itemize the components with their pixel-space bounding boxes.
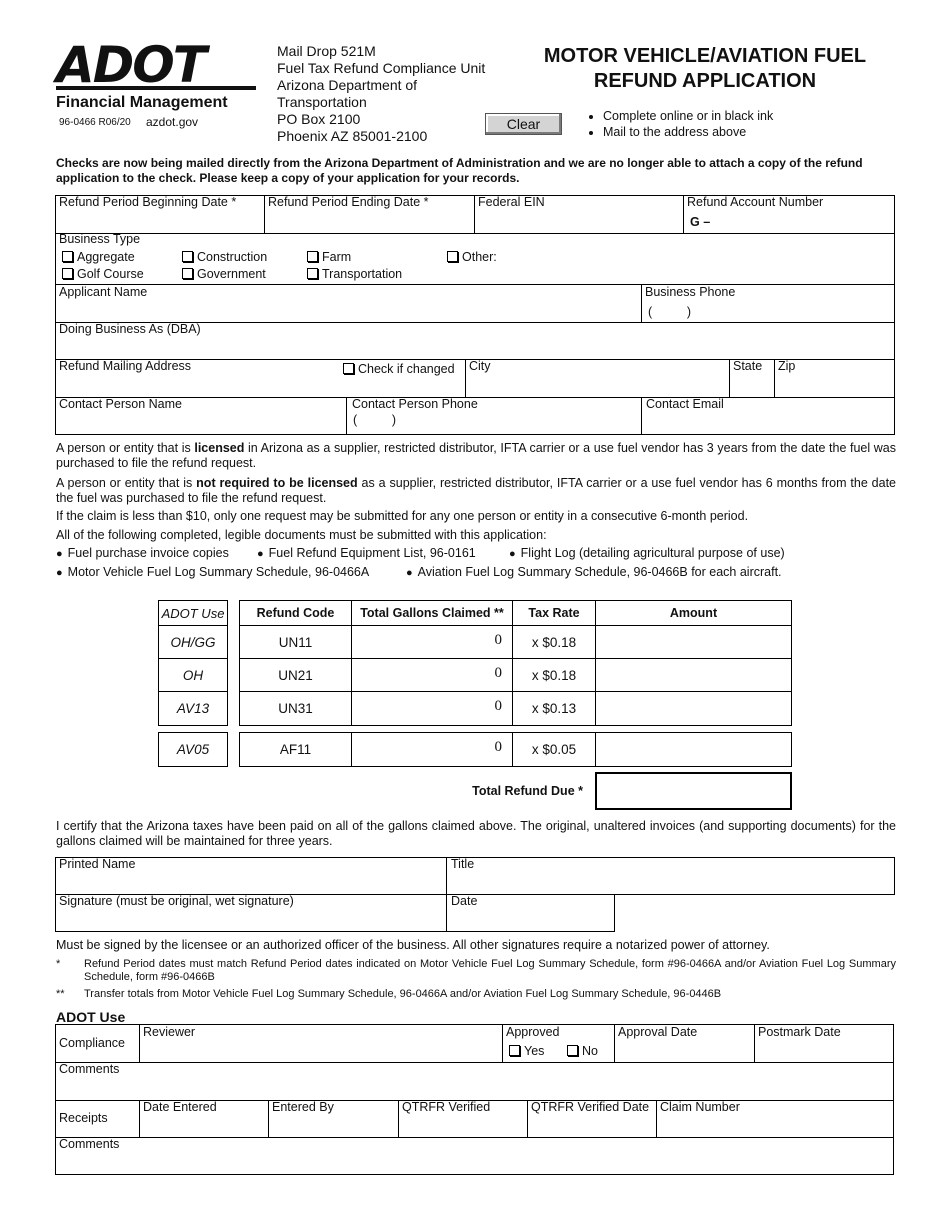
date-field[interactable]: Date (451, 894, 478, 908)
signature-field[interactable]: Signature (must be original, wet signature) (59, 894, 294, 908)
instruction-item: • Mail to the address above (603, 124, 773, 140)
title-line-2: REFUND APPLICATION (593, 70, 817, 92)
address-line: Fuel Tax Refund Compliance Unit (277, 60, 486, 76)
contact-phone-field[interactable]: Contact Person Phone (352, 397, 478, 411)
qtrfr-verified-date-field[interactable]: QTRFR Verified Date (531, 1100, 650, 1114)
city-field[interactable]: City (469, 359, 491, 373)
contact-phone-paren: ( ) (353, 413, 397, 427)
row-tax-rate: x $0.18 (512, 658, 596, 692)
compliance-comments-field[interactable]: Comments (59, 1062, 120, 1076)
amount-field[interactable] (595, 658, 792, 692)
checkbox-other[interactable]: Other: (447, 250, 497, 264)
row-refund-code: UN11 (239, 625, 352, 659)
checkbox-transportation[interactable]: Transportation (307, 267, 402, 281)
row-adot-use: AV13 (158, 691, 228, 726)
date-entered-field[interactable]: Date Entered (143, 1100, 217, 1114)
unlicensed-paragraph: A person or entity that is not required to be licensed as a supplier, restricted distributor, IFTA carrier or a use fuel vendor has 6 months from the date the fuel was purchased to file the refund request. (56, 476, 897, 505)
doc-item: ● Aviation Fuel Log Summary Schedule, 96-0466B for each aircraft. (406, 565, 782, 579)
form-number: 96-0466 R06/20 (59, 117, 131, 128)
contact-name-field[interactable]: Contact Person Name (59, 397, 182, 411)
row-adot-use: AV05 (158, 732, 228, 767)
reviewer-field[interactable]: Reviewer (143, 1025, 196, 1039)
small-claim-paragraph: If the claim is less than $10, only one request may be submitted for any one person or entity in a consecutive 6-month period. (56, 509, 749, 523)
row-refund-code: AF11 (239, 732, 352, 767)
qtrfr-verified-field[interactable]: QTRFR Verified (402, 1100, 491, 1114)
receipts-label: Receipts (59, 1111, 108, 1125)
printed-name-field[interactable]: Printed Name (59, 857, 136, 871)
documents-paragraph: All of the following completed, legible documents must be submitted with this application: (56, 528, 547, 542)
row-refund-code: UN21 (239, 658, 352, 692)
checkbox-aggregate[interactable]: Aggregate (62, 250, 135, 264)
receipts-comments-field[interactable]: Comments (59, 1137, 120, 1151)
business-type-label: Business Type (59, 232, 141, 246)
total-refund-label: Total Refund Due * (472, 784, 583, 798)
period-begin-field[interactable]: Refund Period Beginning Date * (59, 195, 237, 209)
instruction-list (585, 108, 773, 140)
address-line: Phoenix AZ 85001-2100 (277, 128, 428, 144)
row-tax-rate: x $0.13 (512, 691, 596, 726)
postmark-date-field[interactable]: Postmark Date (758, 1025, 841, 1039)
doc-item: ● Fuel purchase invoice copies (56, 546, 229, 560)
applicant-name-field[interactable]: Applicant Name (59, 285, 148, 299)
doc-item: ● Flight Log (detailing agricultural purpose of use) (509, 546, 785, 560)
row-tax-rate: x $0.05 (512, 732, 596, 767)
logo-wordmark: ADOT (56, 36, 205, 94)
footnote-1: * Refund Period dates must match Refund Period dates indicated on Motor Vehicle Fuel Log Summary Schedule, form #96-0466A and/or Aviation Fuel Log Summary Schedule, form #96-0466B (56, 958, 896, 983)
gallons-input[interactable]: 0 (351, 691, 513, 726)
checkbox-no[interactable]: No (567, 1044, 598, 1058)
adot-use-heading: ADOT Use (56, 1009, 126, 1025)
address-line: Arizona Department of (277, 77, 418, 93)
row-adot-use: OH (158, 658, 228, 692)
refund-account-prefix: G – (690, 215, 711, 229)
mailing-address-field[interactable]: Refund Mailing Address (59, 359, 192, 373)
compliance-label: Compliance (59, 1036, 126, 1050)
checkbox-address-changed[interactable]: Check if changed (343, 362, 455, 376)
doc-item: ● Motor Vehicle Fuel Log Summary Schedule, 96-0466A (56, 565, 369, 579)
checkbox-farm[interactable]: Farm (307, 250, 351, 264)
business-phone-paren: ( ) (648, 305, 692, 319)
claim-number-field[interactable]: Claim Number (660, 1100, 740, 1114)
gallons-input[interactable]: 0 (351, 732, 513, 767)
zip-field[interactable]: Zip (778, 359, 796, 373)
row-tax-rate: x $0.18 (512, 625, 596, 659)
period-end-field[interactable]: Refund Period Ending Date * (268, 195, 429, 209)
instruction-item: • Complete online or in black ink (603, 108, 773, 124)
notice: Checks are now being mailed directly from the Arizona Department of Administration and we are no longer able to attach a copy of the refund application to the check. Please keep a copy of your application for your records. (56, 156, 863, 185)
title-line-1: MOTOR VEHICLE/AVIATION FUEL (543, 45, 867, 67)
address-line: Mail Drop 521M (277, 43, 376, 59)
header-adot-use: ADOT Use (158, 600, 228, 626)
amount-field[interactable] (595, 625, 792, 659)
signature-block (55, 857, 895, 895)
clear-button[interactable]: Clear (485, 113, 562, 135)
header-amount: Amount (595, 600, 792, 626)
gallons-input[interactable]: 0 (351, 625, 513, 659)
adot-logo (56, 36, 261, 112)
address-line: Transportation (277, 94, 367, 110)
mailing-address-block (277, 43, 485, 145)
dba-field[interactable]: Doing Business As (DBA) (59, 322, 201, 336)
approved-label: Approved (506, 1025, 560, 1039)
checkbox-government[interactable]: Government (182, 267, 266, 281)
row-refund-code: UN31 (239, 691, 352, 726)
checkbox-construction[interactable]: Construction (182, 250, 267, 264)
approval-date-field[interactable]: Approval Date (618, 1025, 698, 1039)
checkbox-yes[interactable]: Yes (509, 1044, 544, 1058)
licensed-paragraph: A person or entity that is licensed in Arizona as a supplier, restricted distributor, IFTA carrier or a use fuel vendor has 3 years from the date the fuel was purchased to file the refund request. (56, 441, 896, 470)
header-tax-rate: Tax Rate (512, 600, 596, 626)
entered-by-field[interactable]: Entered By (272, 1100, 334, 1114)
certify-paragraph: I certify that the Arizona taxes have been paid on all of the gallons claimed above. The original, unaltered invoices (and supporting documents) for the gallons claimed will be maintained for three years. (56, 819, 896, 848)
refund-account-field[interactable]: Refund Account Number (687, 195, 824, 209)
business-phone-field[interactable]: Business Phone (645, 285, 736, 299)
contact-email-field[interactable]: Contact Email (646, 397, 724, 411)
state-field[interactable]: State (733, 359, 763, 373)
header-refund-code: Refund Code (239, 600, 352, 626)
logo-subtitle: Financial Management (56, 94, 228, 111)
amount-field[interactable] (595, 732, 792, 767)
footnote-2: ** Transfer totals from Motor Vehicle Fuel Log Summary Schedule, 96-0466A and/or Aviation Fuel Log Summary Schedule, 96-0446B (56, 988, 722, 1000)
header-total-gallons: Total Gallons Claimed ** (351, 600, 513, 626)
gallons-input[interactable]: 0 (351, 658, 513, 692)
total-refund-field[interactable] (595, 772, 792, 810)
form-title (510, 44, 900, 94)
doc-item: ● Fuel Refund Equipment List, 96-0161 (257, 546, 476, 560)
title-field[interactable]: Title (451, 857, 475, 871)
amount-field[interactable] (595, 691, 792, 726)
website: azdot.gov (146, 115, 199, 129)
address-line: PO Box 2100 (277, 111, 361, 127)
sign-note: Must be signed by the licensee or an authorized officer of the business. All other signatures require a notarized power of attorney. (56, 938, 770, 952)
federal-ein-field[interactable]: Federal EIN (478, 195, 545, 209)
row-adot-use: OH/GG (158, 625, 228, 659)
checkbox-golf-course[interactable]: Golf Course (62, 267, 144, 281)
